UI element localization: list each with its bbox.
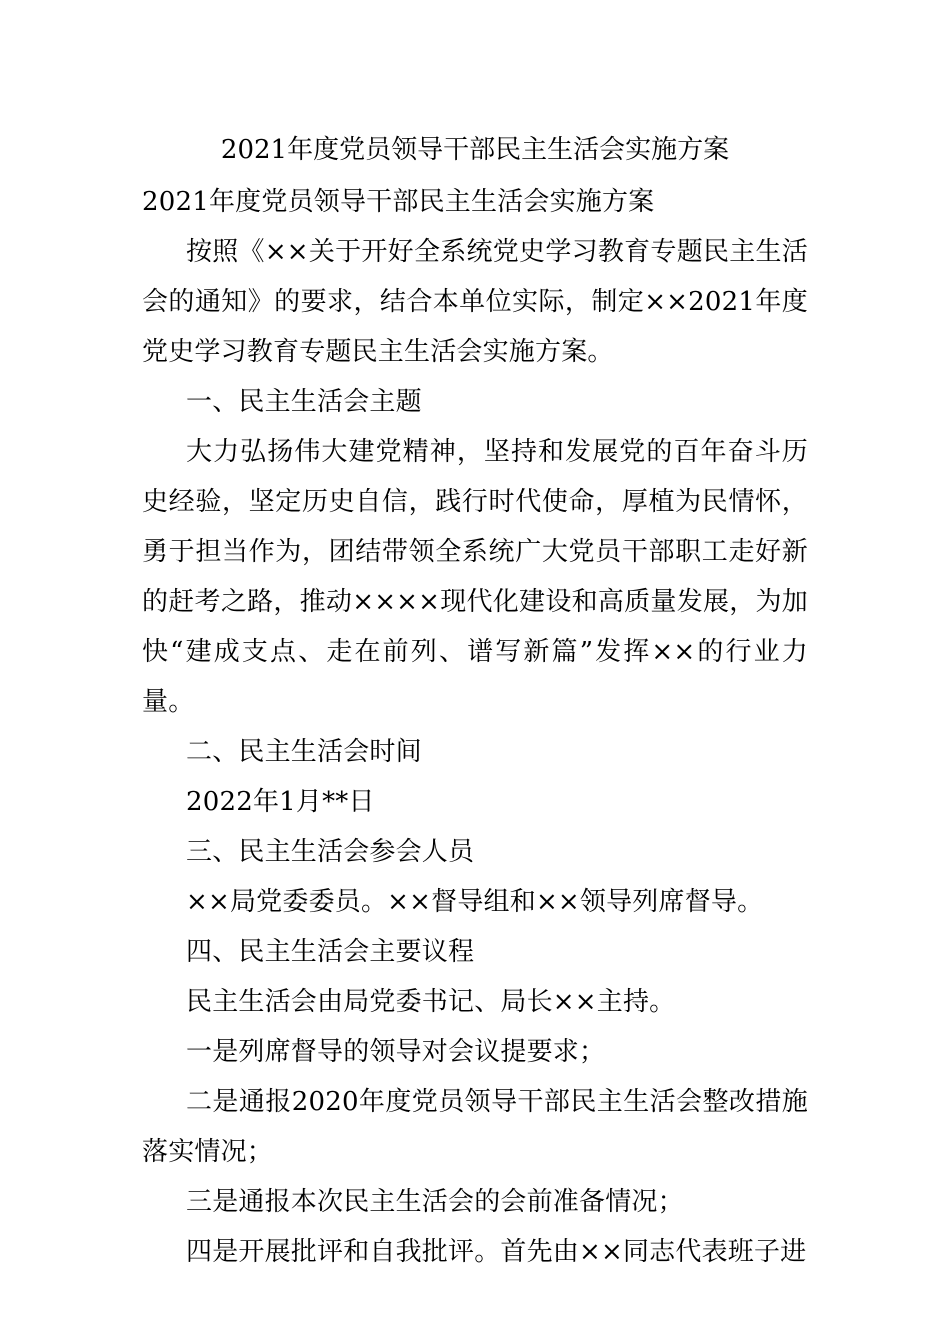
document-title: 2021年度党员领导干部民主生活会实施方案 [220, 135, 730, 165]
agenda-item-1: 一是列席督导的领导对会议提要求； [186, 1037, 606, 1067]
theme-paragraph: 大力弘扬伟大建党精神，坚持和发展党的百年奋斗历史经验，坚定历史自信，践行时代使命，厚植为民情怀，勇于担当作为，团结带领全系统广大党员干部职工走好新的赶考之路，推动××××现代化建设和高质量发展，为加快“建成支点、走在前列、谱写新篇”发挥××的行业力量。 [142, 437, 808, 717]
intro-paragraph: 按照《××关于开好全系统党史学习教育专题民主生活会的通知》的要求，结合本单位实际，制定××2021年度党史学习教育专题民主生活会实施方案。 [142, 237, 808, 367]
subtitle-paragraph: 2021年度党员领导干部民主生活会实施方案 [142, 187, 655, 217]
section-heading-time: 二、民主生活会时间 [186, 737, 422, 767]
attendees-paragraph: ××局党委委员。××督导组和××领导列席督导。 [186, 887, 764, 917]
section-heading-agenda: 四、民主生活会主要议程 [186, 937, 475, 967]
section-heading-theme: 一、民主生活会主题 [186, 387, 422, 417]
agenda-item-2: 二是通报2020年度党员领导干部民主生活会整改措施落实情况； [142, 1087, 808, 1167]
agenda-item-4: 四是开展批评和自我批评。首先由××同志代表班子进 [186, 1237, 807, 1267]
document-body [142, 177, 808, 1277]
time-paragraph: 2022年1月**日 [186, 787, 375, 817]
agenda-host-paragraph: 民主生活会由局党委书记、局长××主持。 [186, 987, 676, 1017]
agenda-item-3: 三是通报本次民主生活会的会前准备情况； [186, 1187, 684, 1217]
section-heading-attendees: 三、民主生活会参会人员 [186, 837, 475, 867]
